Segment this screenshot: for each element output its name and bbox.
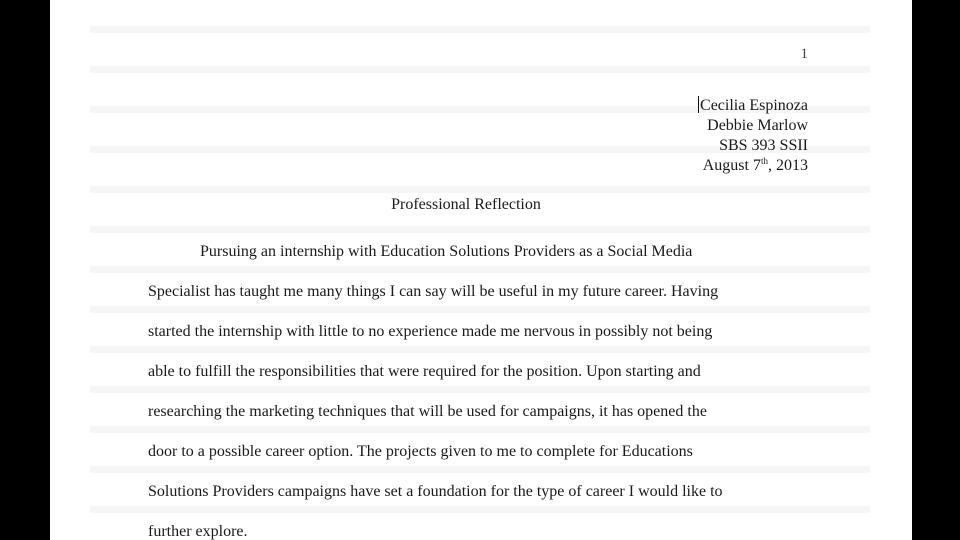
body-line: researching the marketing techniques that will be used for campaigns, it has opened the xyxy=(148,403,707,420)
student-name: Cecilia Espinoza xyxy=(700,97,808,114)
page-number: 1 xyxy=(800,46,808,62)
header-student-line[interactable] xyxy=(698,96,808,116)
body-line: door to a possible career option. The projects given to me to complete for Educations xyxy=(148,443,693,460)
date-superscript: th xyxy=(760,156,768,166)
document-title: Professional Reflection xyxy=(391,196,541,213)
body-line: Specialist has taught me many things I can say will be useful in my future career. Having xyxy=(148,283,719,300)
text-cursor xyxy=(698,96,699,113)
date-prefix: August 7 xyxy=(702,157,761,174)
document-page[interactable] xyxy=(50,0,912,540)
body-line: started the internship with little to no experience made me nervous in possibly not being xyxy=(148,323,713,340)
body-line: able to fulfill the responsibilities that were required for the position. Upon starting and xyxy=(148,363,701,380)
header-block xyxy=(698,96,808,176)
course-code: SBS 393 SSII xyxy=(719,137,808,154)
date-suffix: , 2013 xyxy=(768,157,808,174)
body-line: Pursuing an internship with Education Solutions Providers as a Social Media xyxy=(200,243,693,260)
body-line: Solutions Providers campaigns have set a foundation for the type of career I would like to xyxy=(148,483,723,500)
body-paragraph[interactable] xyxy=(148,232,828,540)
instructor-name: Debbie Marlow xyxy=(707,117,808,134)
date-line xyxy=(698,156,808,176)
body-line: further explore. xyxy=(148,523,248,540)
